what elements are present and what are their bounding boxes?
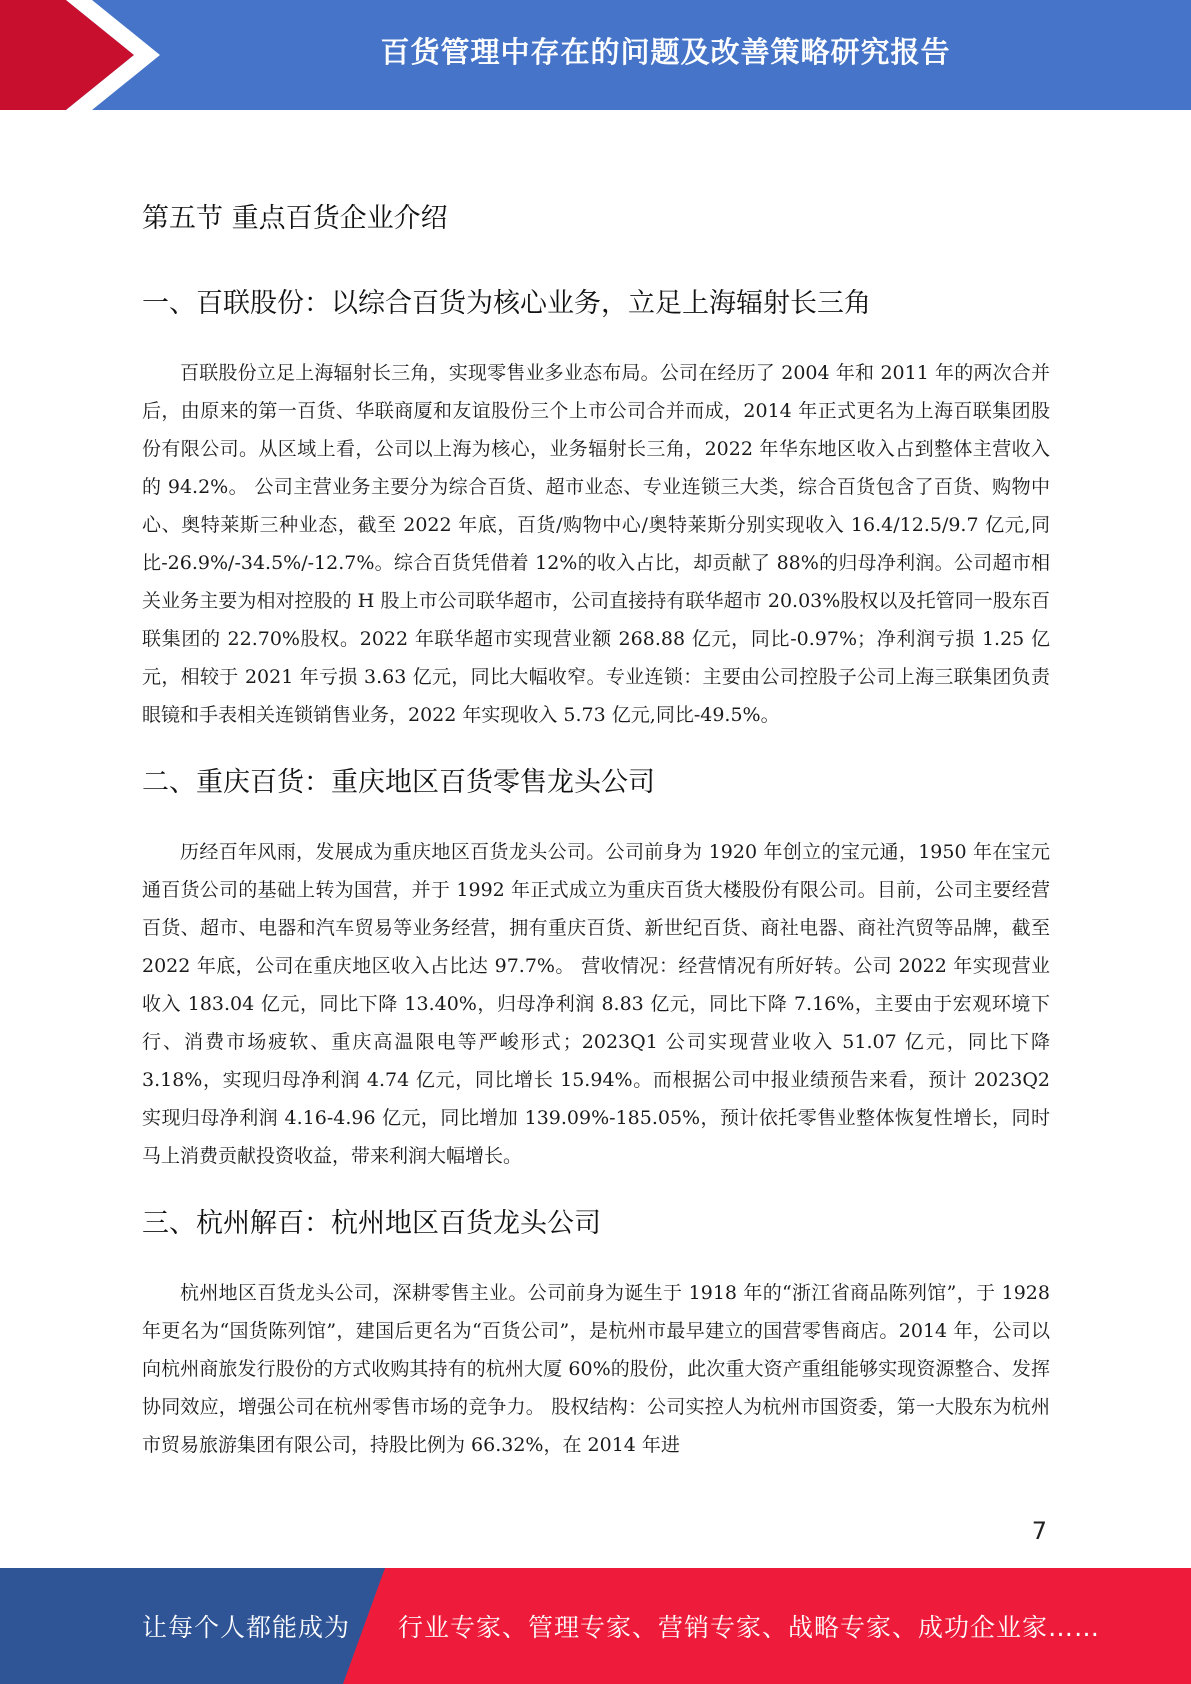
page-header: [0, 0, 1191, 110]
footer-slogan-right: 行业专家、管理专家、营销专家、战略专家、成功企业家……: [398, 1613, 1101, 1642]
header-title: 百货管理中存在的问题及改善策略研究报告: [380, 34, 951, 69]
heading-hangzhou: 三、杭州解百：杭州地区百货龙头公司: [142, 1208, 601, 1239]
paragraph-chongqing: 历经百年风雨，发展成为重庆地区百货龙头公司。公司前身为 1920 年创立的宝元通，1950 年在宝元通百货公司的基础上转为国营，并于 1992 年正式成立为重庆百货大楼股份有限公司。目前，公司主要经营百货、超市、电器和汽车贸易等业务经营，拥有重庆百货、新世纪百货、商社电器、商社汽贸等品牌，截至 2022 年底，公司在重庆地区收入占比达 97.7%。 营收情况：经营情况有所好转。公司 2022 年实现营业收入 183.04 亿元，同比下降 13.40%，归母净利润 8.83 亿元，同比下降 7.16%，主要由于宏观环境下行、消费市场疲软、重庆高温限电等严峻形式；2023Q1 公司实现营业收入 51.07 亿元，同比下降 3.18%，实现归母净利润 4.74 亿元，同比增长 15.94%。而根据公司中报业绩预告来看，预计 2023Q2 实现归母净利润 4.16-4.96 亿元，同比增加 139.09%-185.05%，预计依托零售业整体恢复性增长，同时马上消费贡献投资收益，带来利润大幅增长。: [142, 841, 1050, 1167]
paragraph-hangzhou: 杭州地区百货龙头公司，深耕零售主业。公司前身为诞生于 1918 年的“浙江省商品陈列馆”，于 1928 年更名为“国货陈列馆”，建国后更名为“百货公司”，是杭州市最早建立的国营零售商店。2014 年，公司以向杭州商旅发行股份的方式收购其持有的杭州大厦 60%的股份，此次重大资产重组能够实现资源整合、发挥协同效应，增强公司在杭州零售市场的竞争力。 股权结构：公司实控人为杭州市国资委，第一大股东为杭州市贸易旅游集团有限公司，持股比例为 66.32%，在 2014 年进: [142, 1282, 1050, 1456]
header-red-chevron: [0, 0, 134, 110]
heading-bailian: 一、百联股份：以综合百货为核心业务，立足上海辐射长三角: [142, 288, 871, 319]
section-title: 第五节 重点百货企业介绍: [142, 203, 448, 234]
header-corner-shape: [0, 0, 160, 110]
document-body: [142, 196, 1050, 1490]
page-footer: [0, 1568, 1191, 1684]
footer-slogan-left: 让每个人都能成为: [142, 1613, 351, 1642]
page-number: 7: [1031, 1517, 1047, 1545]
heading-chongqing: 二、重庆百货：重庆地区百货零售龙头公司: [142, 767, 655, 798]
paragraph-bailian: 百联股份立足上海辐射长三角，实现零售业多业态布局。公司在经历了 2004 年和 2011 年的两次合并后，由原来的第一百货、华联商厦和友谊股份三个上市公司合并而成，2014 年正式更名为上海百联集团股份有限公司。从区域上看，公司以上海为核心，业务辐射长三角，2022 年华东地区收入占到整体主营收入的 94.2%。 公司主营业务主要分为综合百货、超市业态、专业连锁三大类，综合百货包含了百货、购物中心、奥特莱斯三种业态，截至 2022 年底，百货/购物中心/奥特莱斯分别实现收入 16.4/12.5/9.7 亿元,同比-26.9%/-34.5%/-12.7%。综合百货凭借着 12%的收入占比，却贡献了 88%的归母净利润。公司超市相关业务主要为相对控股的 H 股上市公司联华超市，公司直接持有联华超市 20.03%股权以及托管同一股东百联集团的 22.70%股权。2022 年联华超市实现营业额 268.88 亿元，同比-0.97%；净利润亏损 1.25 亿元，相较于 2021 年亏损 3.63 亿元，同比大幅收窄。专业连锁：主要由公司控股子公司上海三联集团负责眼镜和手表相关连锁销售业务，2022 年实现收入 5.73 亿元,同比-49.5%。: [142, 362, 1050, 726]
